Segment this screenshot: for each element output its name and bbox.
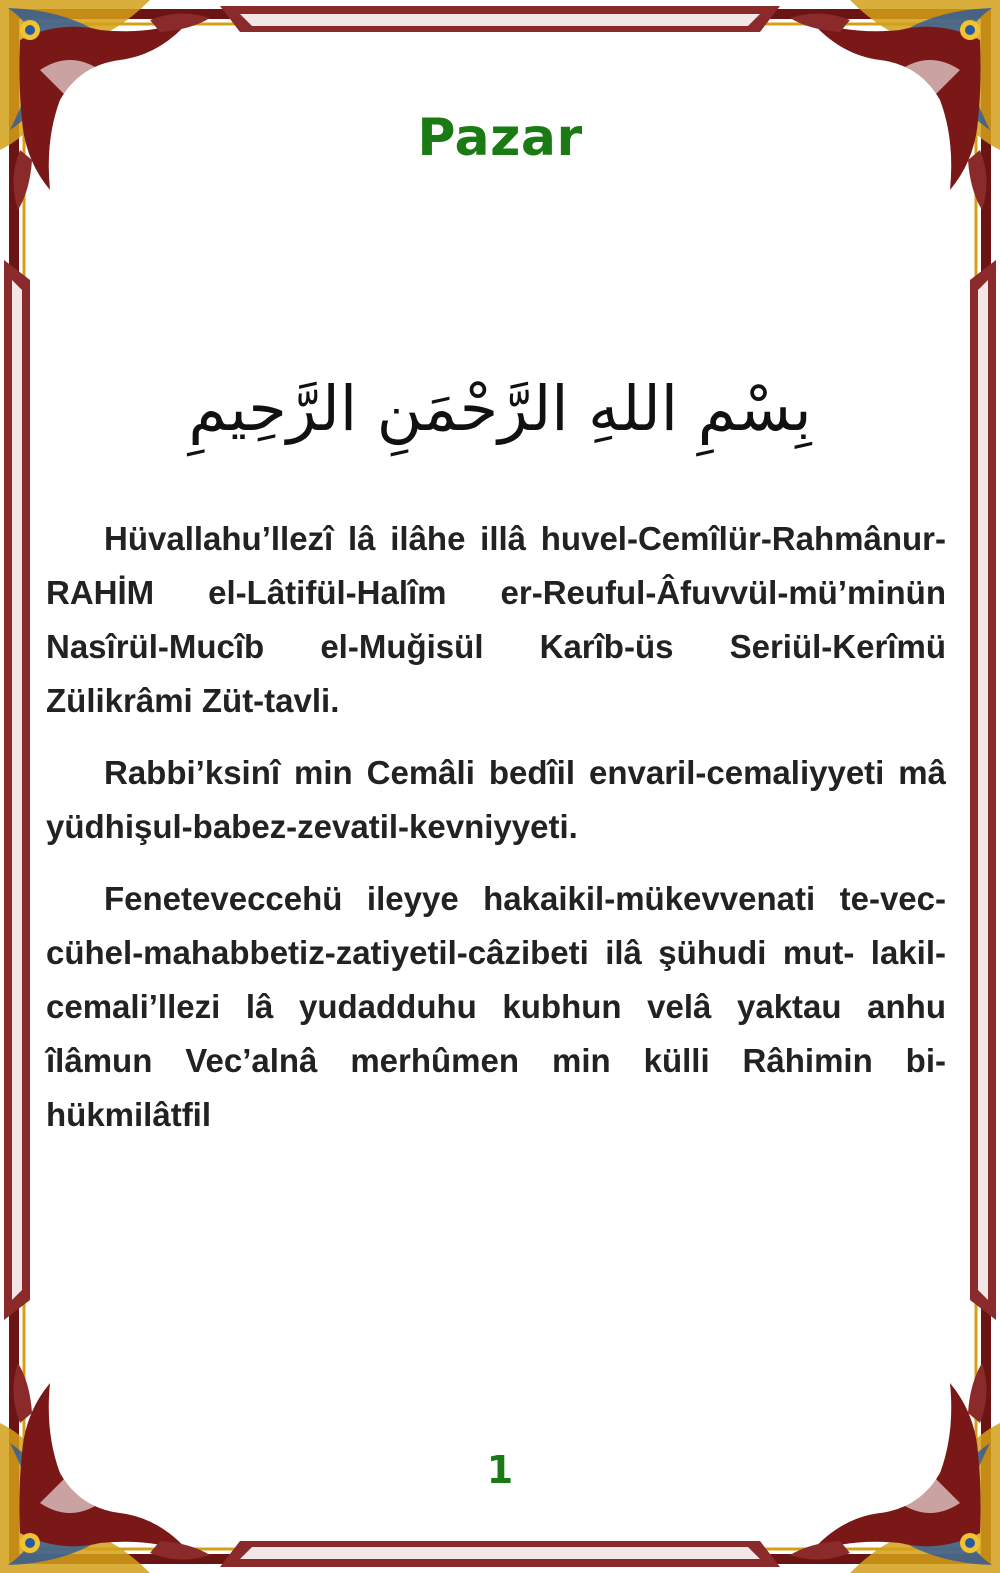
page-title: Pazar xyxy=(417,108,583,168)
basmala-calligraphy: بِسْمِ اللهِ الرَّحْمَنِ الرَّحِيمِ xyxy=(188,372,812,445)
paragraph-1: Hüvallahu’llezî lâ ilâhe illâ huvel-Cemîlür-Rahmânur-RAHİM el-Lâtifül-Halîm er-Reuful-Âfuvvül-mü’minün Nasîrül-Mucîb el-Muğisül Karîb-üs Seriül-Kerîmü Zülikrâmi Züt-tavli. xyxy=(46,520,946,719)
prayer-text xyxy=(46,512,946,1160)
paragraph-3: Feneteveccehü ileyye hakaikil-mükevvenati te-vec-cühel-mahabbetiz-zatiyetil-câzibeti ilâ şühudi mut- lakil-cemali’llezi lâ yudadduhu kubhun velâ yaktau anhu îlâmun Vec’alnâ merhûmen min külli Râhimin bi-hükmilâtfil xyxy=(46,880,946,1133)
page-number: 1 xyxy=(486,1448,514,1492)
paragraph-2: Rabbi’ksinî min Cemâli bedîil envaril-cemaliyyeti mâ yüdhişul-babez-zevatil-kevniyyeti. xyxy=(46,754,946,845)
